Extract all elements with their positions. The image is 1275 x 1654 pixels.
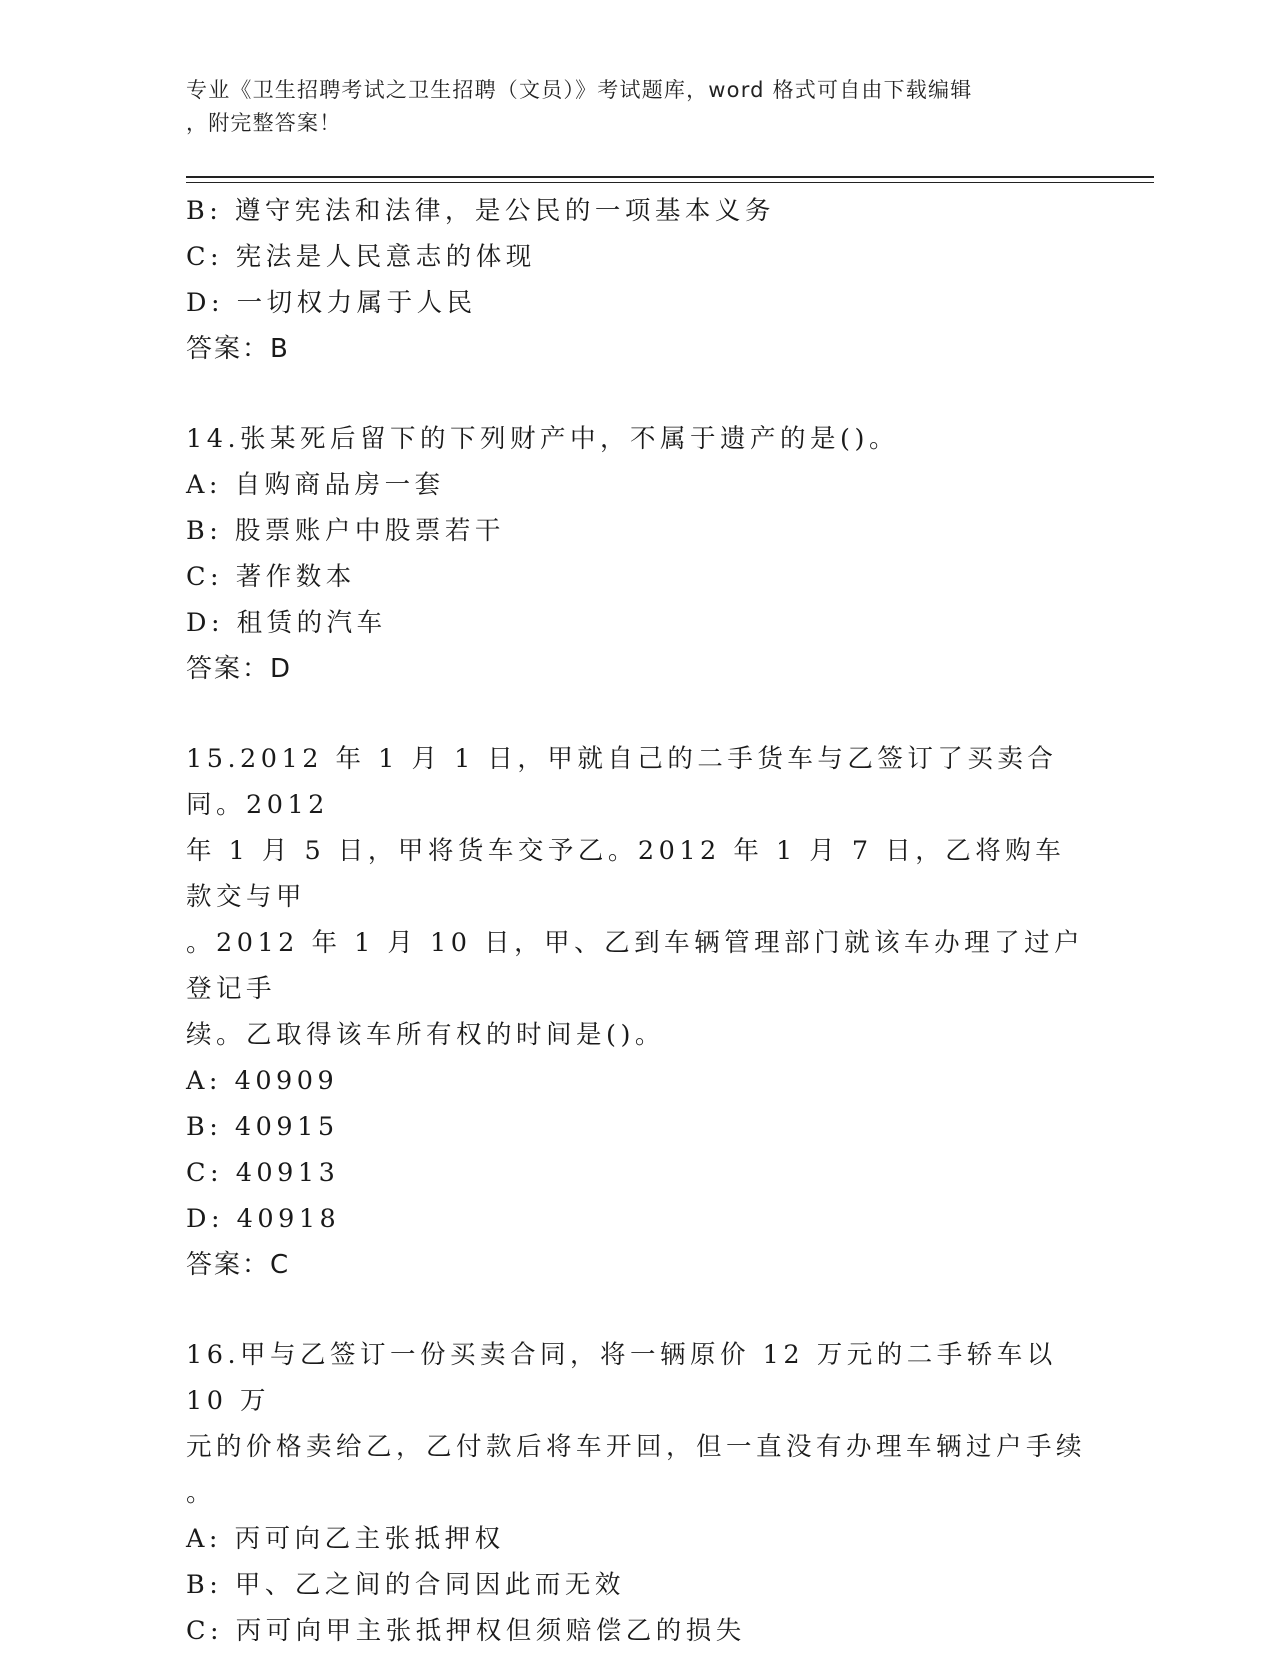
document-header — [186, 74, 1086, 140]
q16-option-c: C: 丙可向甲主张抵押权但须赔偿乙的损失 — [186, 1616, 746, 1646]
q14-option-a: A: 自购商品房一套 — [186, 470, 445, 500]
q15-option-b: B: 40915 — [186, 1112, 339, 1142]
q14-stem: 14.张某死后留下的下列财产中，不属于遗产的是()。 — [186, 424, 899, 454]
q14-option-c: C: 著作数本 — [186, 562, 356, 592]
question-14 — [186, 416, 1086, 692]
q13-option-d: D: 一切权力属于人民 — [186, 288, 477, 318]
header-title-line-1: 专业《卫生招聘考试之卫生招聘（文员）》考试题库，word 格式可自由下载编辑 — [186, 78, 973, 102]
q13-option-b: B: 遵守宪法和法律，是公民的一项基本义务 — [186, 196, 775, 226]
q15-option-c: C: 40913 — [186, 1158, 340, 1188]
q13-answer: 答案：B — [186, 334, 290, 364]
header-divider-thick — [186, 176, 1154, 178]
q16-option-a: A: 丙可向乙主张抵押权 — [186, 1524, 505, 1554]
q15-option-a: A: 40909 — [186, 1066, 339, 1096]
q14-option-d: D: 租赁的汽车 — [186, 608, 387, 638]
spacer — [186, 1288, 1086, 1332]
q13-option-c: C: 宪法是人民意志的体现 — [186, 242, 536, 272]
q14-option-b: B: 股票账户中股票若干 — [186, 516, 505, 546]
question-16 — [186, 1332, 1086, 1654]
q15-answer: 答案：C — [186, 1250, 291, 1280]
header-divider-thin — [186, 182, 1154, 183]
header-title-line-2: ，附完整答案！ — [186, 111, 342, 135]
spacer — [186, 692, 1086, 736]
spacer — [186, 372, 1086, 416]
q15-option-d: D: 40918 — [186, 1204, 341, 1234]
q14-answer: 答案：D — [186, 654, 293, 684]
question-13-fragment — [186, 188, 1086, 372]
question-content — [186, 188, 1086, 1654]
q15-stem: 15.2012 年 1 月 1 日，甲就自己的二手货车与乙签订了买卖合同。2012 年 1 月 5 日，甲将货车交予乙。2012 年 1 月 7 日，乙将购车款交与甲 。2012 年 1 月 10 日，甲、乙到车辆管理部门就该车办理了过户登记手 续。乙取得该车所有权的时间是()。 — [186, 744, 1085, 1050]
q16-option-b: B: 甲、乙之间的合同因此而无效 — [186, 1570, 625, 1600]
question-15 — [186, 736, 1086, 1288]
q16-stem: 16.甲与乙签订一份买卖合同，将一辆原价 12 万元的二手轿车以 10 万 元的价格卖给乙，乙付款后将车开回，但一直没有办理车辆过户手续 。 — [186, 1340, 1087, 1508]
